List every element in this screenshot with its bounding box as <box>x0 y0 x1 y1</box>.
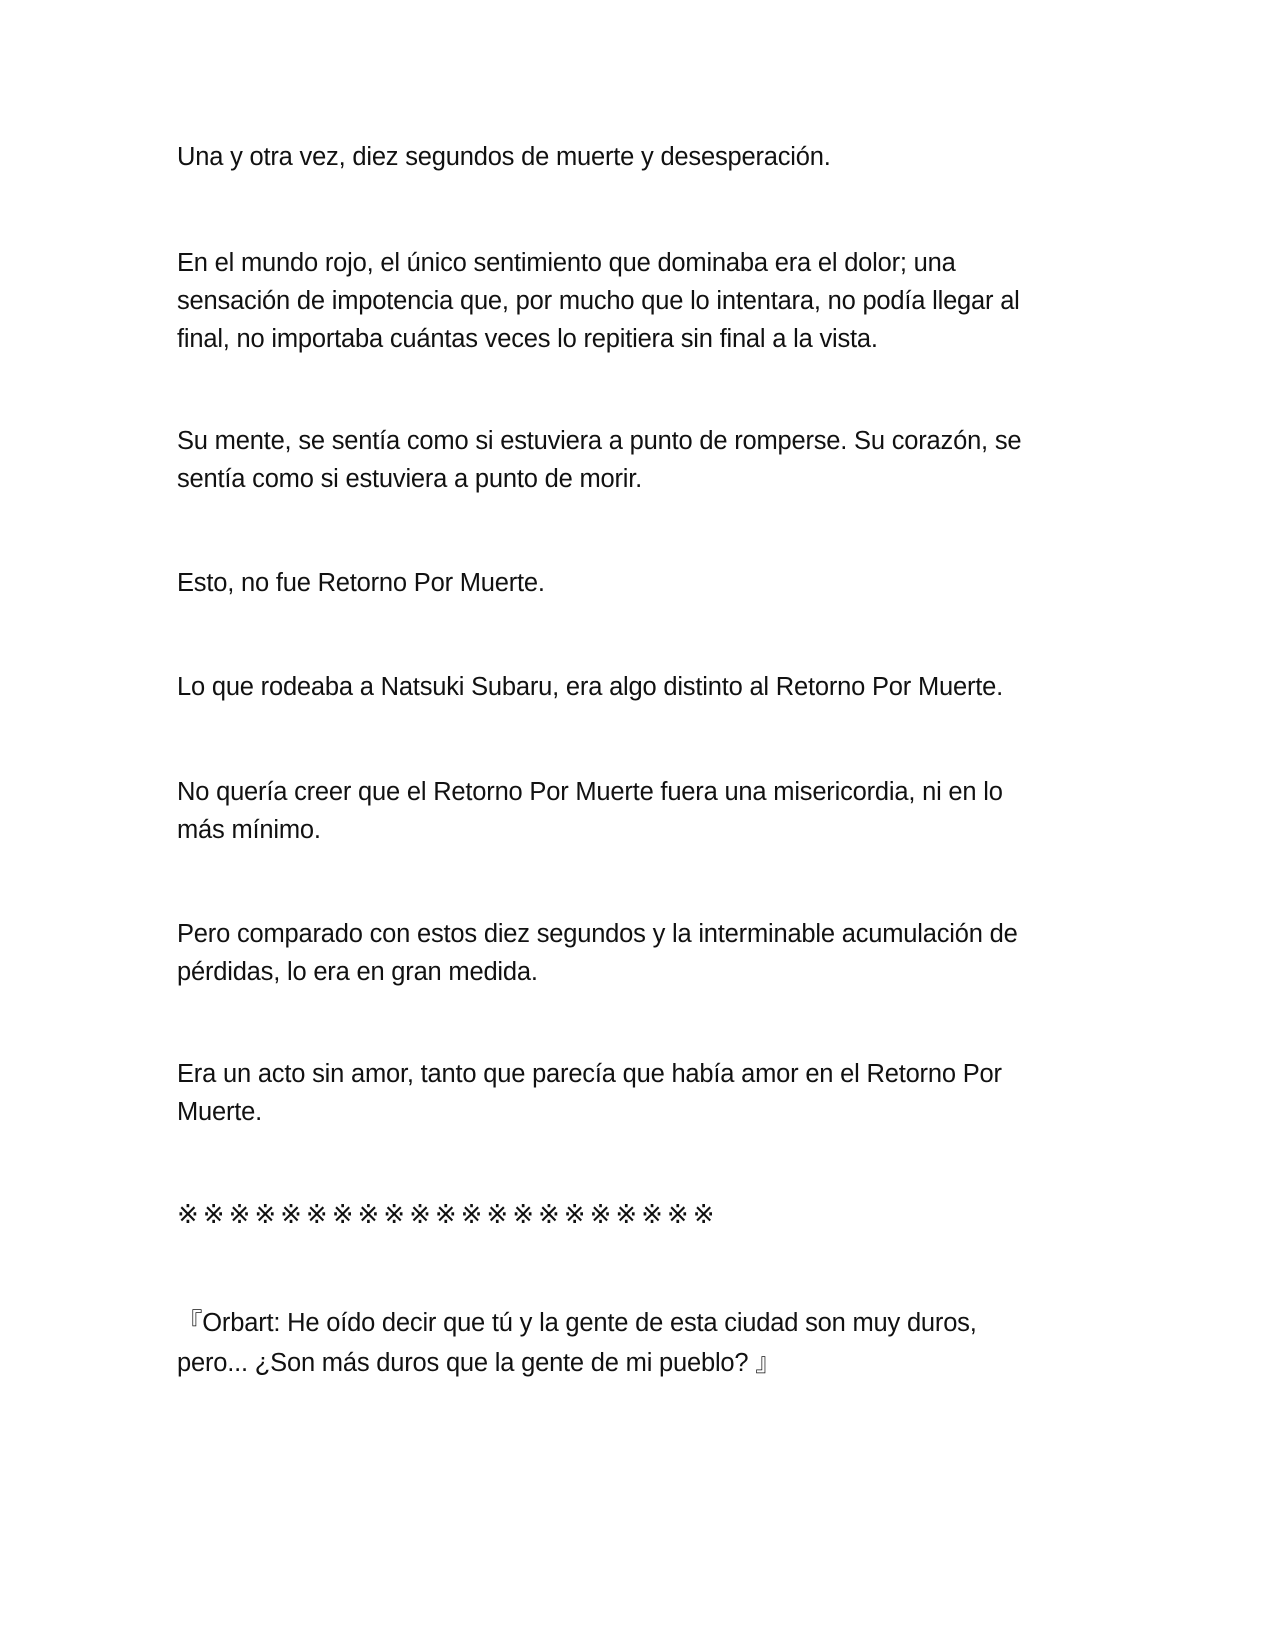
paragraph-3 <box>177 422 1107 498</box>
paragraph-line: final, no importaba cuántas veces lo repitiera sin final a la vista. <box>177 325 878 353</box>
paragraph-line: No quería creer que el Retorno Por Muerte fuera una misericordia, ni en lo <box>177 778 1003 806</box>
paragraph-5 <box>177 668 1107 706</box>
paragraph-line: sensación de impotencia que, por mucho que lo intentara, no podía llegar al <box>177 287 1020 315</box>
paragraph-line: En el mundo rojo, el único sentimiento que dominaba era el dolor; una <box>177 249 956 277</box>
paragraph-line: Muerte. <box>177 1098 263 1126</box>
paragraph-2 <box>177 244 1107 358</box>
dialogue-block <box>177 1303 1107 1383</box>
scene-separator: ※※※※※※※※※※※※※※※※※※※※※ <box>177 1200 719 1230</box>
dialogue-line: pero... ¿Son más duros que la gente de mi pueblo? 』 <box>177 1349 781 1377</box>
paragraph-4 <box>177 564 1107 602</box>
paragraph-line: Lo que rodeaba a Natsuki Subaru, era algo distinto al Retorno Por Muerte. <box>177 673 1003 701</box>
paragraph-line: más mínimo. <box>177 816 321 844</box>
dialogue-line: 『Orbart: He oído decir que tú y la gente de esta ciudad son muy duros, <box>177 1309 977 1337</box>
paragraph-1 <box>177 138 1107 176</box>
paragraph-line: pérdidas, lo era en gran medida. <box>177 958 538 986</box>
paragraph-line: Su mente, se sentía como si estuviera a punto de romperse. Su corazón, se <box>177 427 1022 455</box>
paragraph-line: Esto, no fue Retorno Por Muerte. <box>177 569 545 597</box>
paragraph-line: Una y otra vez, diez segundos de muerte y desesperación. <box>177 143 831 171</box>
paragraph-line: sentía como si estuviera a punto de morir. <box>177 465 643 493</box>
paragraph-line: Era un acto sin amor, tanto que parecía que había amor en el Retorno Por <box>177 1060 1002 1088</box>
paragraph-8 <box>177 1055 1107 1131</box>
paragraph-line: Pero comparado con estos diez segundos y la interminable acumulación de <box>177 920 1018 948</box>
paragraph-6 <box>177 773 1107 849</box>
paragraph-7 <box>177 915 1107 991</box>
